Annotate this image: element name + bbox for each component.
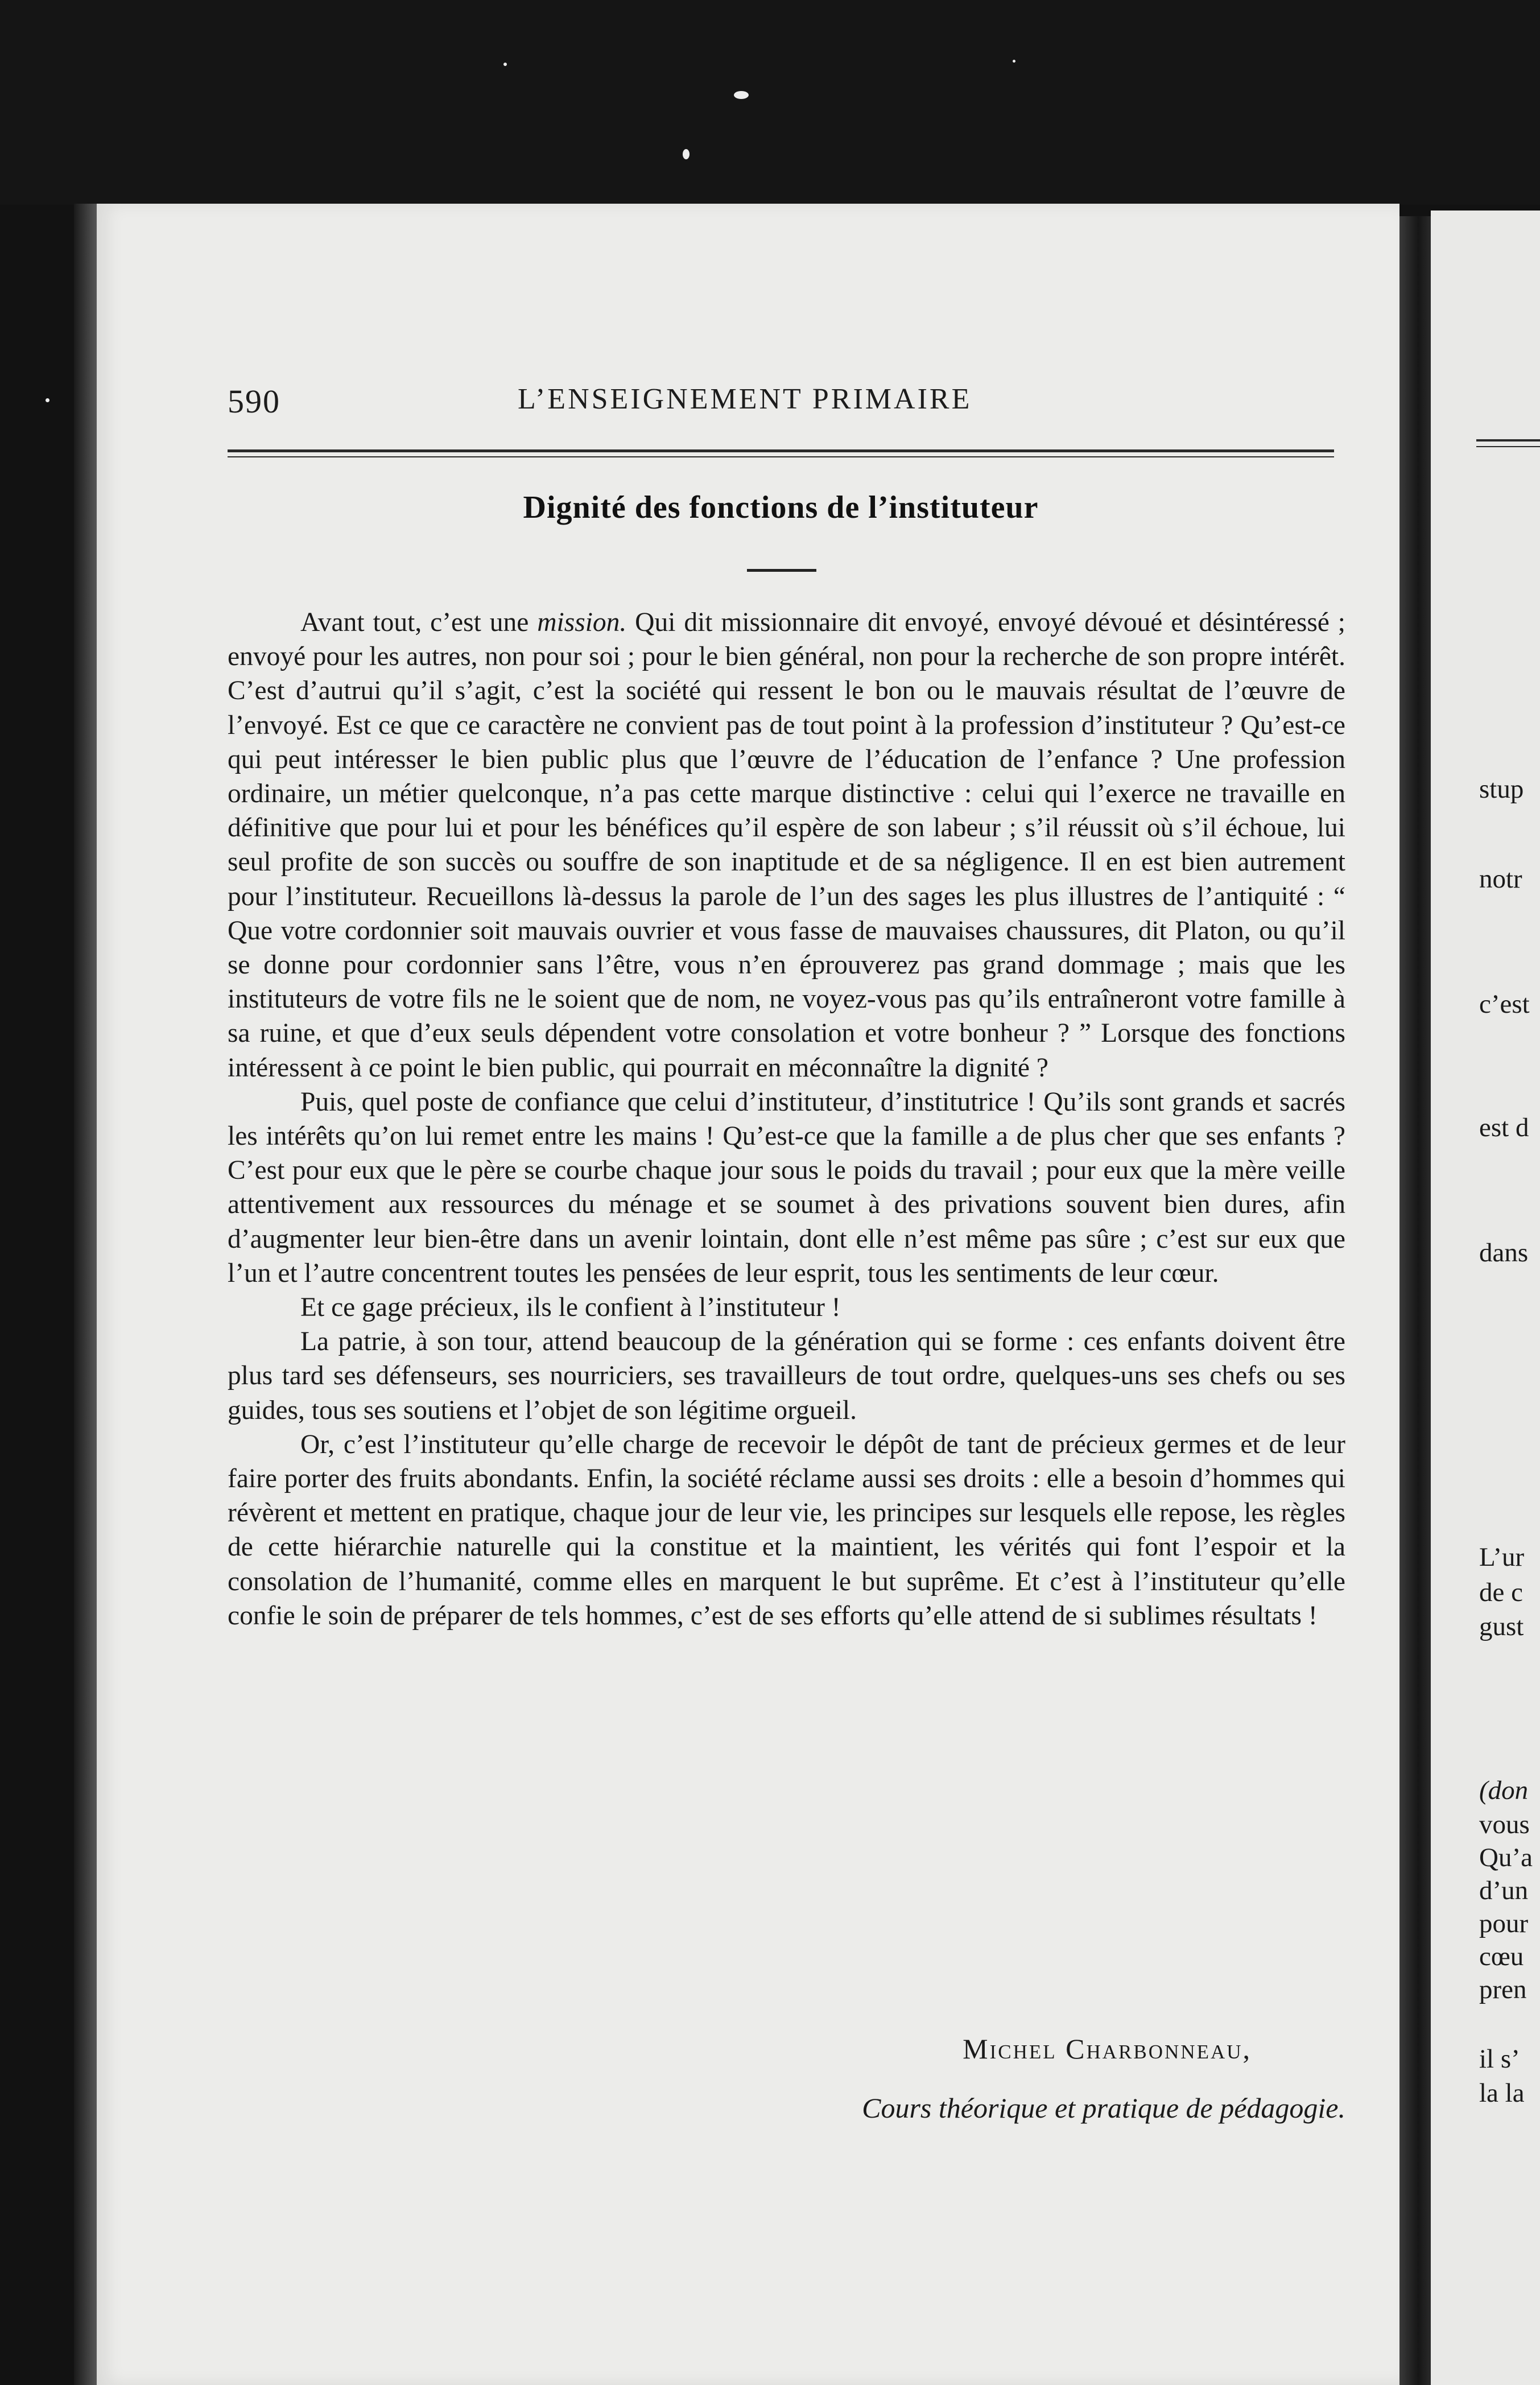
facing-text-fragment: L’ur — [1479, 1542, 1525, 1572]
running-title: L’ENSEIGNEMENT PRIMAIRE — [518, 383, 972, 415]
facing-header-rule — [1476, 439, 1540, 441]
facing-text-fragment: notr — [1479, 864, 1522, 894]
facing-header-rule — [1476, 446, 1540, 447]
facing-text-fragment: d’un — [1479, 1876, 1529, 1905]
dust-speck — [503, 63, 507, 66]
paragraph: La patrie, à son tour, attend beaucoup de la génération qui se forme : ces enfants doivent être plus tard ses défenseurs, ses nourriciers, ses travailleurs de tout ordre, quelques-uns ses chefs ou ses guides, tous ses soutiens et l’objet de son légitime orgueil. — [228, 1327, 1345, 1425]
facing-text-fragment: Qu’a — [1479, 1843, 1533, 1872]
facing-text-fragment: est d — [1479, 1113, 1529, 1142]
page-header — [228, 382, 1343, 434]
dust-speck — [683, 149, 690, 159]
header-rule — [228, 456, 1334, 457]
facing-text-fragment: stup — [1479, 774, 1524, 804]
paragraph: Or, c’est l’instituteur qu’elle charge de recevoir le dépôt de tant de précieux germes et de leur faire porter des fruits abondants. Enfin, la société réclame aussi ses droits : elle a besoin d’hommes qui révèrent et mettent en pratique, chaque jour de leur vie, les principes sur lesquels elle repose, les règles de cette hiérarchie naturelle qui la constitue et la maintient, les vérités qui font l’espoir et la consolation de l’humanité, comme elles en marquent le but suprême. Et c’est à l’instituteur qu’elle confie le soin de préparer de tels hommes, c’est de ses efforts qu’elle attend de si sublimes résultats ! — [228, 1429, 1345, 1631]
facing-text-fragment: (don — [1479, 1776, 1529, 1805]
source-citation: Cours théorique et pratique de pédagogie. — [862, 2092, 1345, 2124]
book-gutter — [1399, 216, 1431, 2385]
facing-text-fragment: dans — [1479, 1238, 1529, 1268]
title-separator — [747, 569, 816, 572]
paragraph — [228, 605, 1345, 1085]
paragraph: Et ce gage précieux, ils le confient à l’instituteur ! — [300, 1293, 841, 1323]
article-body — [228, 605, 1345, 1633]
facing-text-fragment: cœu — [1479, 1942, 1524, 1971]
dust-speck — [1013, 60, 1015, 63]
facing-text-fragment: pren — [1479, 1975, 1527, 2004]
header-rule — [228, 449, 1334, 452]
facing-text-fragment: c’est — [1479, 989, 1530, 1019]
facing-text-fragment: pour — [1479, 1909, 1529, 1938]
author-signature: Michel Charbonneau, — [963, 2033, 1252, 2065]
page-number: 590 — [228, 383, 280, 420]
paragraph: Puis, quel poste de confiance que celui d’instituteur, d’institutrice ! Qu’ils sont grands et sacrés les intérêts qu’on lui remet entre les mains ! Qu’est-ce que la famille a de plus cher que ses enfants ? C’est pour eux que le père se courbe chaque jour sous le poids du travail ; pour eux que la mère veille attentivement aux ressources du ménage et se soumet à des privations souvent bien dures, afin d’augmenter leur bien-être dans un avenir lointain, dont elle n’est même pas sûre ; c’est sur eux que l’un et l’autre concentrent toutes les pensées de leur esprit, tous les sentiments de leur cœur. — [228, 1087, 1345, 1288]
dust-speck — [734, 91, 749, 99]
emphasis-text: mission. — [537, 608, 627, 637]
facing-text-fragment: la la — [1479, 2078, 1525, 2108]
facing-text-fragment: de c — [1479, 1578, 1523, 1607]
article-title: Dignité des fonctions de l’instituteur — [523, 490, 1039, 525]
facing-text-fragment: il s’ — [1479, 2044, 1520, 2074]
paragraph-text: Qui dit missionnaire dit envoyé, envoyé dévoué et désintéressé ; envoyé pour les autres, non pour soi ; pour le bien général, non pour la recherche de son propre intérêt. C’est d’autrui qu’il s’agit, c’est la société qui ressent le bon ou le mauvais résultat de l’œuvre de l’envoyé. Est ce que ce caractère ne convient pas de tout point à la profession d’instituteur ? Qu’est-ce qui peut intéresser le bien public plus que l’œuvre de l’éducation de l’enfance ? Une profession ordinaire, un métier quelconque, n’a pas cette marque distinctive : celui qui l’exerce ne travaille en définitive que pour lui et pour les bénéfices qu’il espère de son labeur ; s’il réussit où s’il échoue, lui seul profite de son succès ou souffre de son inaptitude et de sa négligence. Il en est bien autrement pour l’instituteur. Recueillons là-dessus la parole de l’un des sages les plus illustres de l’antiquité : “ Que votre cordonnier soit mauvais ouvrier et vous fasse de mauvaises chaussures, dit Platon, ou qu’il se donne pour cordonnier sans l’être, vous n’en éprouverez pas grand dommage ; mais que les instituteurs de votre fils ne le soient que de nom, ne voyez-vous pas qu’ils entraîneront votre famille à sa ruine, et que d’eux seuls dépendent votre consolation et votre bonheur ? ” Lorsque des fonctions intéressent à ce point le bien public, qui pourrait en méconnaître la dignité ? — [228, 608, 1345, 1083]
dust-speck — [46, 398, 49, 402]
facing-text-fragment: gust — [1479, 1612, 1524, 1641]
scan-background-top — [0, 0, 1540, 205]
facing-text-fragment: vous — [1479, 1810, 1530, 1839]
page-edge-shadow — [74, 204, 98, 2385]
paragraph-text: Avant tout, c’est une — [300, 608, 538, 637]
